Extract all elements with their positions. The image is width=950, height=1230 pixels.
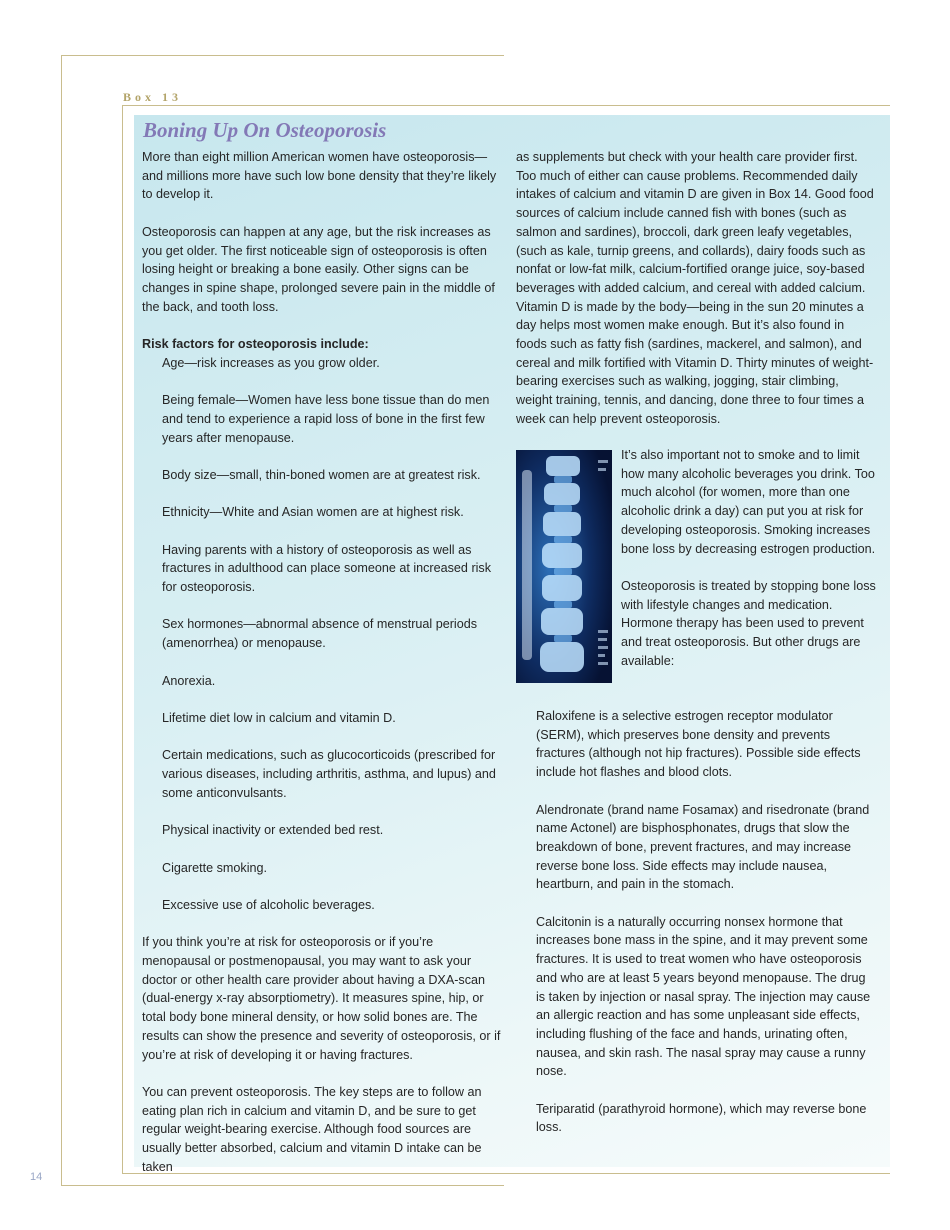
box-rule-top: [122, 105, 890, 106]
spine-xray-graphic: [516, 450, 612, 683]
box-title: Boning Up On Osteoporosis: [143, 118, 387, 142]
risk-factors-heading: Risk factors for osteoporosis include:: [142, 337, 369, 351]
right-column: [516, 148, 876, 429]
dxa-scan-paragraph: If you think you’re at risk for osteoporosis or if you’re menopausal or postmenopausal, you may want to ask your doctor or other health care provider about having a DXA-scan (dual-energy x-ray absorptiometry). It measures spine, hip, or total body bone mineral density, or how solid bones are. The results can show the presence and severity of osteoporosis, or if you’re at risk of developing it or having fractures.: [142, 935, 501, 1062]
risk-factor-item: Sex hormones—abnormal absence of menstrual periods (amenorrhea) or menopause.: [162, 617, 478, 651]
spine-xray-image: [516, 450, 612, 683]
frame-rule-bottom: [61, 1185, 504, 1186]
risk-factor-list: [142, 354, 502, 915]
supplements-paragraph: as supplements but check with your health care provider first. Too much of either can cause problems. Recommended daily intakes of calcium and vitamin D are given in Box 14. Good food sources of calcium include canned fish with bones (such as salmon and sardines), broccoli, dark green leafy vegetables, (such as kale, turnip greens, and collards), dairy foods such as nonfat or low-fat milk, calcium-fortified orange juice, soy-based beverages with added calcium, and cereal with added calcium. Vitamin D is made by the body—being in the sun 20 minutes a day helps most women make enough. But it’s also found in foods such as fatty fish (sardines, mackerel, and salmon), and cereal and milk fortified with Vitamin D. Thirty minutes of weight-bearing exercises such as walking, jogging, stair climbing, weight training, tennis, and dancing, done three to four times a week can help prevent osteoporosis.: [516, 150, 874, 426]
risk-factor-item: Certain medications, such as glucocorticoids (prescribed for various diseases, including arthritis, asthma, and lupus) and some anticonvulsants.: [162, 748, 496, 800]
box-rule-left: [122, 105, 123, 1173]
treatment-paragraph: Osteoporosis is treated by stopping bone loss with lifestyle changes and medication. Hormone therapy has been used to prevent and treat osteoporosis. But other drugs are available:: [621, 578, 876, 668]
risk-factor-item: Age—risk increases as you grow older.: [162, 355, 380, 370]
risk-factor-item: Excessive use of alcoholic beverages.: [162, 897, 375, 912]
risk-factor-item: Physical inactivity or extended bed rest.: [162, 823, 384, 838]
left-column: [142, 148, 502, 1176]
drug-item: Teriparatid (parathyroid hormone), which may reverse bone loss.: [536, 1101, 867, 1135]
risk-factor-item: Lifetime diet low in calcium and vitamin D.: [162, 710, 396, 725]
frame-rule-left: [61, 55, 62, 1185]
box-label: Box 13: [123, 90, 183, 104]
intro-paragraph-1: More than eight million American women have osteoporosis—and millions more have such low bone density that they’re likely to develop it.: [142, 150, 497, 202]
risk-factor-item: Cigarette smoking.: [162, 860, 267, 875]
risk-factor-item: Being female—Women have less bone tissue than do men and tend to experience a rapid loss of bone in the first few years after menopause.: [162, 393, 490, 445]
page-number: 14: [30, 1171, 43, 1183]
risk-factor-item: Having parents with a history of osteoporosis as well as fractures in adulthood can place someone at increased risk for osteoporosis.: [162, 542, 492, 595]
right-column-wrap: [621, 446, 879, 670]
intro-paragraph-2: Osteoporosis can happen at any age, but the risk increases as you get older. The first noticeable sign of osteoporosis is often losing height or breaking a bone easily. Other signs can be changes in spine shape, prolonged severe pain in the middle of the back, and tooth loss.: [142, 224, 495, 314]
prevention-paragraph: You can prevent osteoporosis. The key steps are to follow an eating plan rich in calcium and vitamin D, and be sure to get regular weight-bearing exercise. Although food sources are usually better absorbed, calcium and vitamin D intake can be taken: [142, 1084, 482, 1174]
frame-rule-top: [61, 55, 504, 56]
risk-factor-item: Ethnicity—White and Asian women are at highest risk.: [162, 505, 464, 520]
risk-factor-item: Body size—small, thin-boned women are at greatest risk.: [162, 467, 481, 482]
drug-list: [536, 707, 876, 1137]
smoking-alcohol-paragraph: It’s also important not to smoke and to limit how many alcoholic beverages you drink. Too much alcohol (for women, more than one alcoholic drink a day) can put you at risk for developing osteoporosis. Smoking increases bone loss by decreasing estrogen production.: [621, 448, 876, 556]
drug-item: Calcitonin is a naturally occurring nonsex hormone that increases bone mass in the spine, and it may prevent some fractures. It is used to treat women who have osteoporosis and who are at least 5 years beyond menopause. The drug is taken by injection or nasal spray. The injection may cause an allergic reaction and has some unpleasant side effects, including flushing of the face and hands, urinating often, nausea, and skin rash. The nasal spray may cause a runny nose.: [536, 914, 871, 1079]
drug-item: Raloxifene is a selective estrogen receptor modulator (SERM), which preserves bone density and prevents fractures (although not hip fractures). Possible side effects include hot flashes and blood clots.: [536, 709, 861, 780]
drug-item: Alendronate (brand name Fosamax) and risedronate (brand name Actonel) are bisphosphonates, drugs that slow the breakdown of bone, prevent fractures, and may increase reverse bone loss. Side effects may include nausea, heartburn, and pain in the stomach.: [536, 802, 870, 892]
risk-factor-item: Anorexia.: [162, 673, 216, 688]
